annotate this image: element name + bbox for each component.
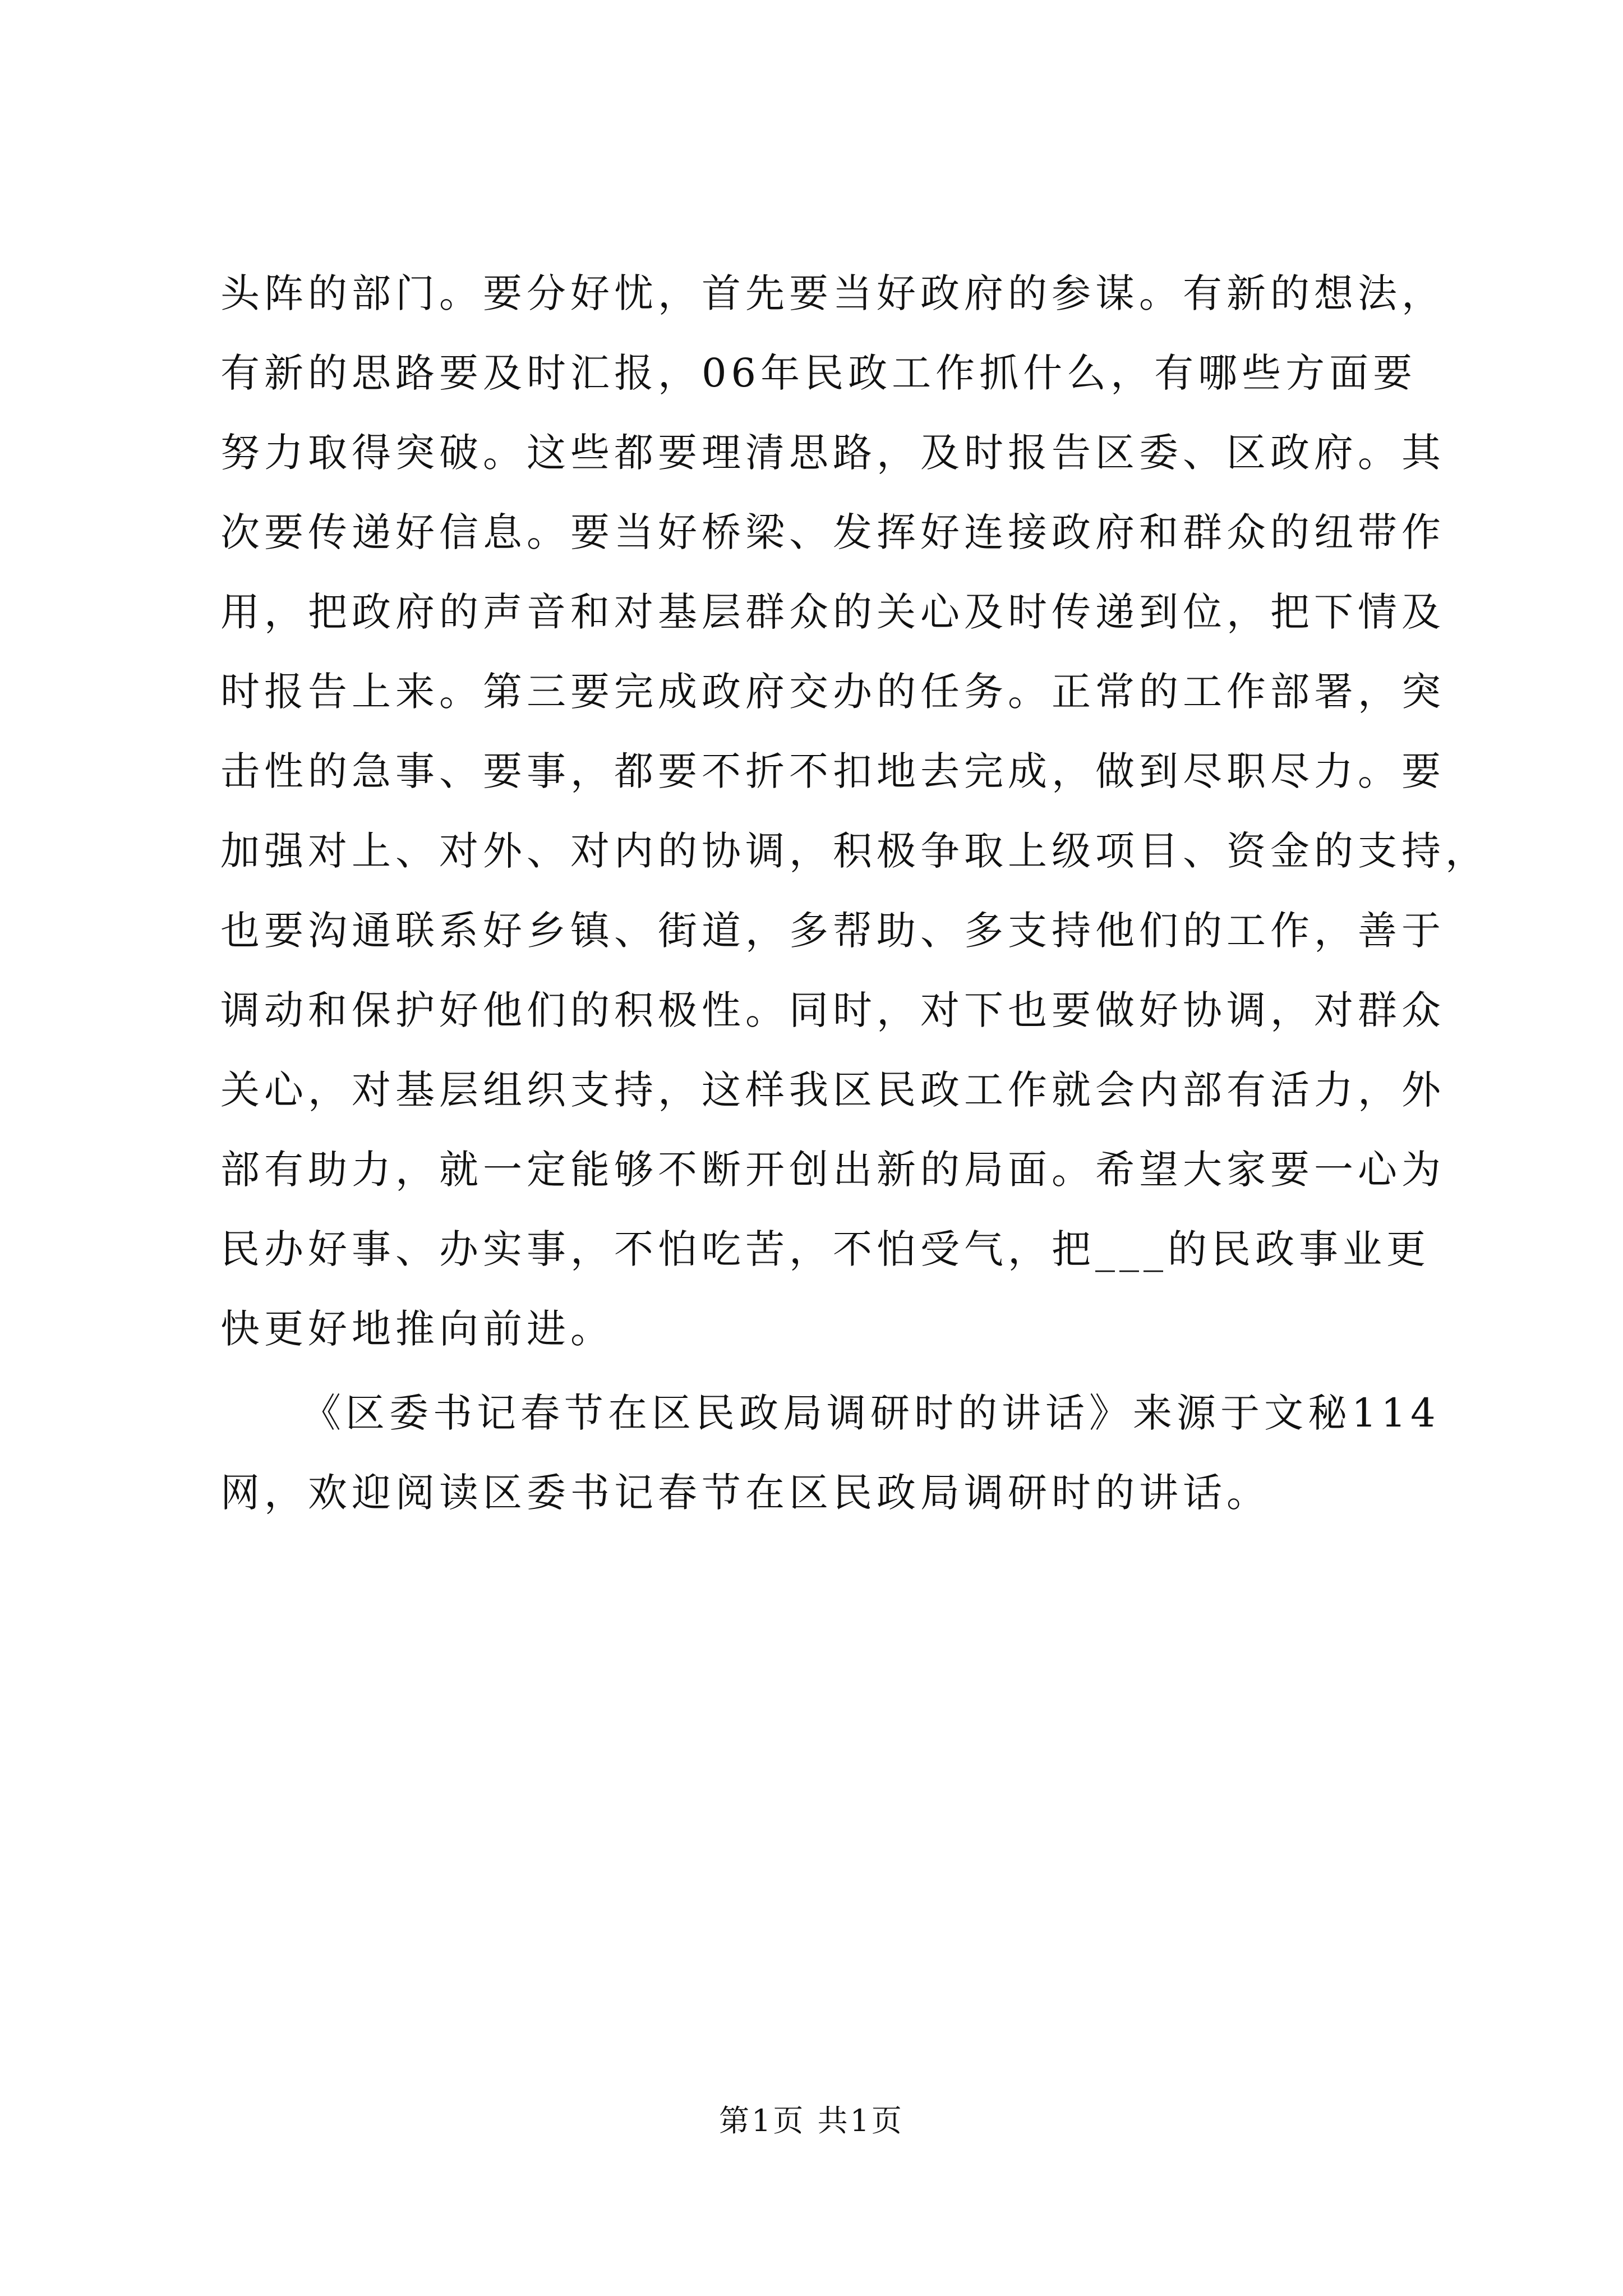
text-line: 《区委书记春节在区民政局调研时的讲话》来源于文秘114 bbox=[302, 1390, 1440, 1436]
page-number: 第1页 共1页 bbox=[719, 2103, 904, 2138]
paragraph-source-note bbox=[220, 1373, 1440, 1533]
text-line: 头阵的部门。要分好忧，首先要当好政府的参谋。有新的想法， bbox=[220, 270, 1445, 316]
text-line: 也要沟通联系好乡镇、街道，多帮助、多支持他们的工作，善于 bbox=[220, 908, 1445, 954]
text-line: 次要传递好信息。要当好桥梁、发挥好连接政府和群众的纽带作 bbox=[220, 509, 1445, 555]
text-line: 关心，对基层组织支持，这样我区民政工作就会内部有活力，外 bbox=[220, 1067, 1445, 1113]
text-line: 民办好事、办实事，不怕吃苦，不怕受气，把___的民政事业更 bbox=[220, 1226, 1430, 1272]
text-line: 击性的急事、要事，都要不折不扣地去完成，做到尽职尽力。要 bbox=[220, 748, 1445, 794]
text-line: 有新的思路要及时汇报，06年民政工作抓什么，有哪些方面要 bbox=[220, 350, 1417, 396]
text-line: 用，把政府的声音和对基层群众的关心及时传递到位，把下情及 bbox=[220, 589, 1445, 635]
text-line: 快更好地推向前进。 bbox=[220, 1306, 614, 1352]
text-line: 时报告上来。第三要完成政府交办的任务。正常的工作部署，突 bbox=[220, 669, 1445, 715]
text-line: 部有助力，就一定能够不断开创出新的局面。希望大家要一心为 bbox=[220, 1147, 1445, 1193]
page-footer bbox=[0, 2101, 1623, 2141]
text-line: 网，欢迎阅读区委书记春节在区民政局调研时的讲话。 bbox=[220, 1470, 1270, 1516]
text-line: 努力取得突破。这些都要理清思路，及时报告区委、区政府。其 bbox=[220, 430, 1445, 476]
paragraph-speech-body bbox=[220, 254, 1489, 1369]
paragraph-gap bbox=[220, 1369, 1409, 1373]
document-body bbox=[220, 254, 1489, 1533]
text-line: 加强对上、对外、对内的协调，积极争取上级项目、资金的支持， bbox=[220, 828, 1489, 874]
text-line: 调动和保护好他们的积极性。同时，对下也要做好协调，对群众 bbox=[220, 987, 1445, 1033]
